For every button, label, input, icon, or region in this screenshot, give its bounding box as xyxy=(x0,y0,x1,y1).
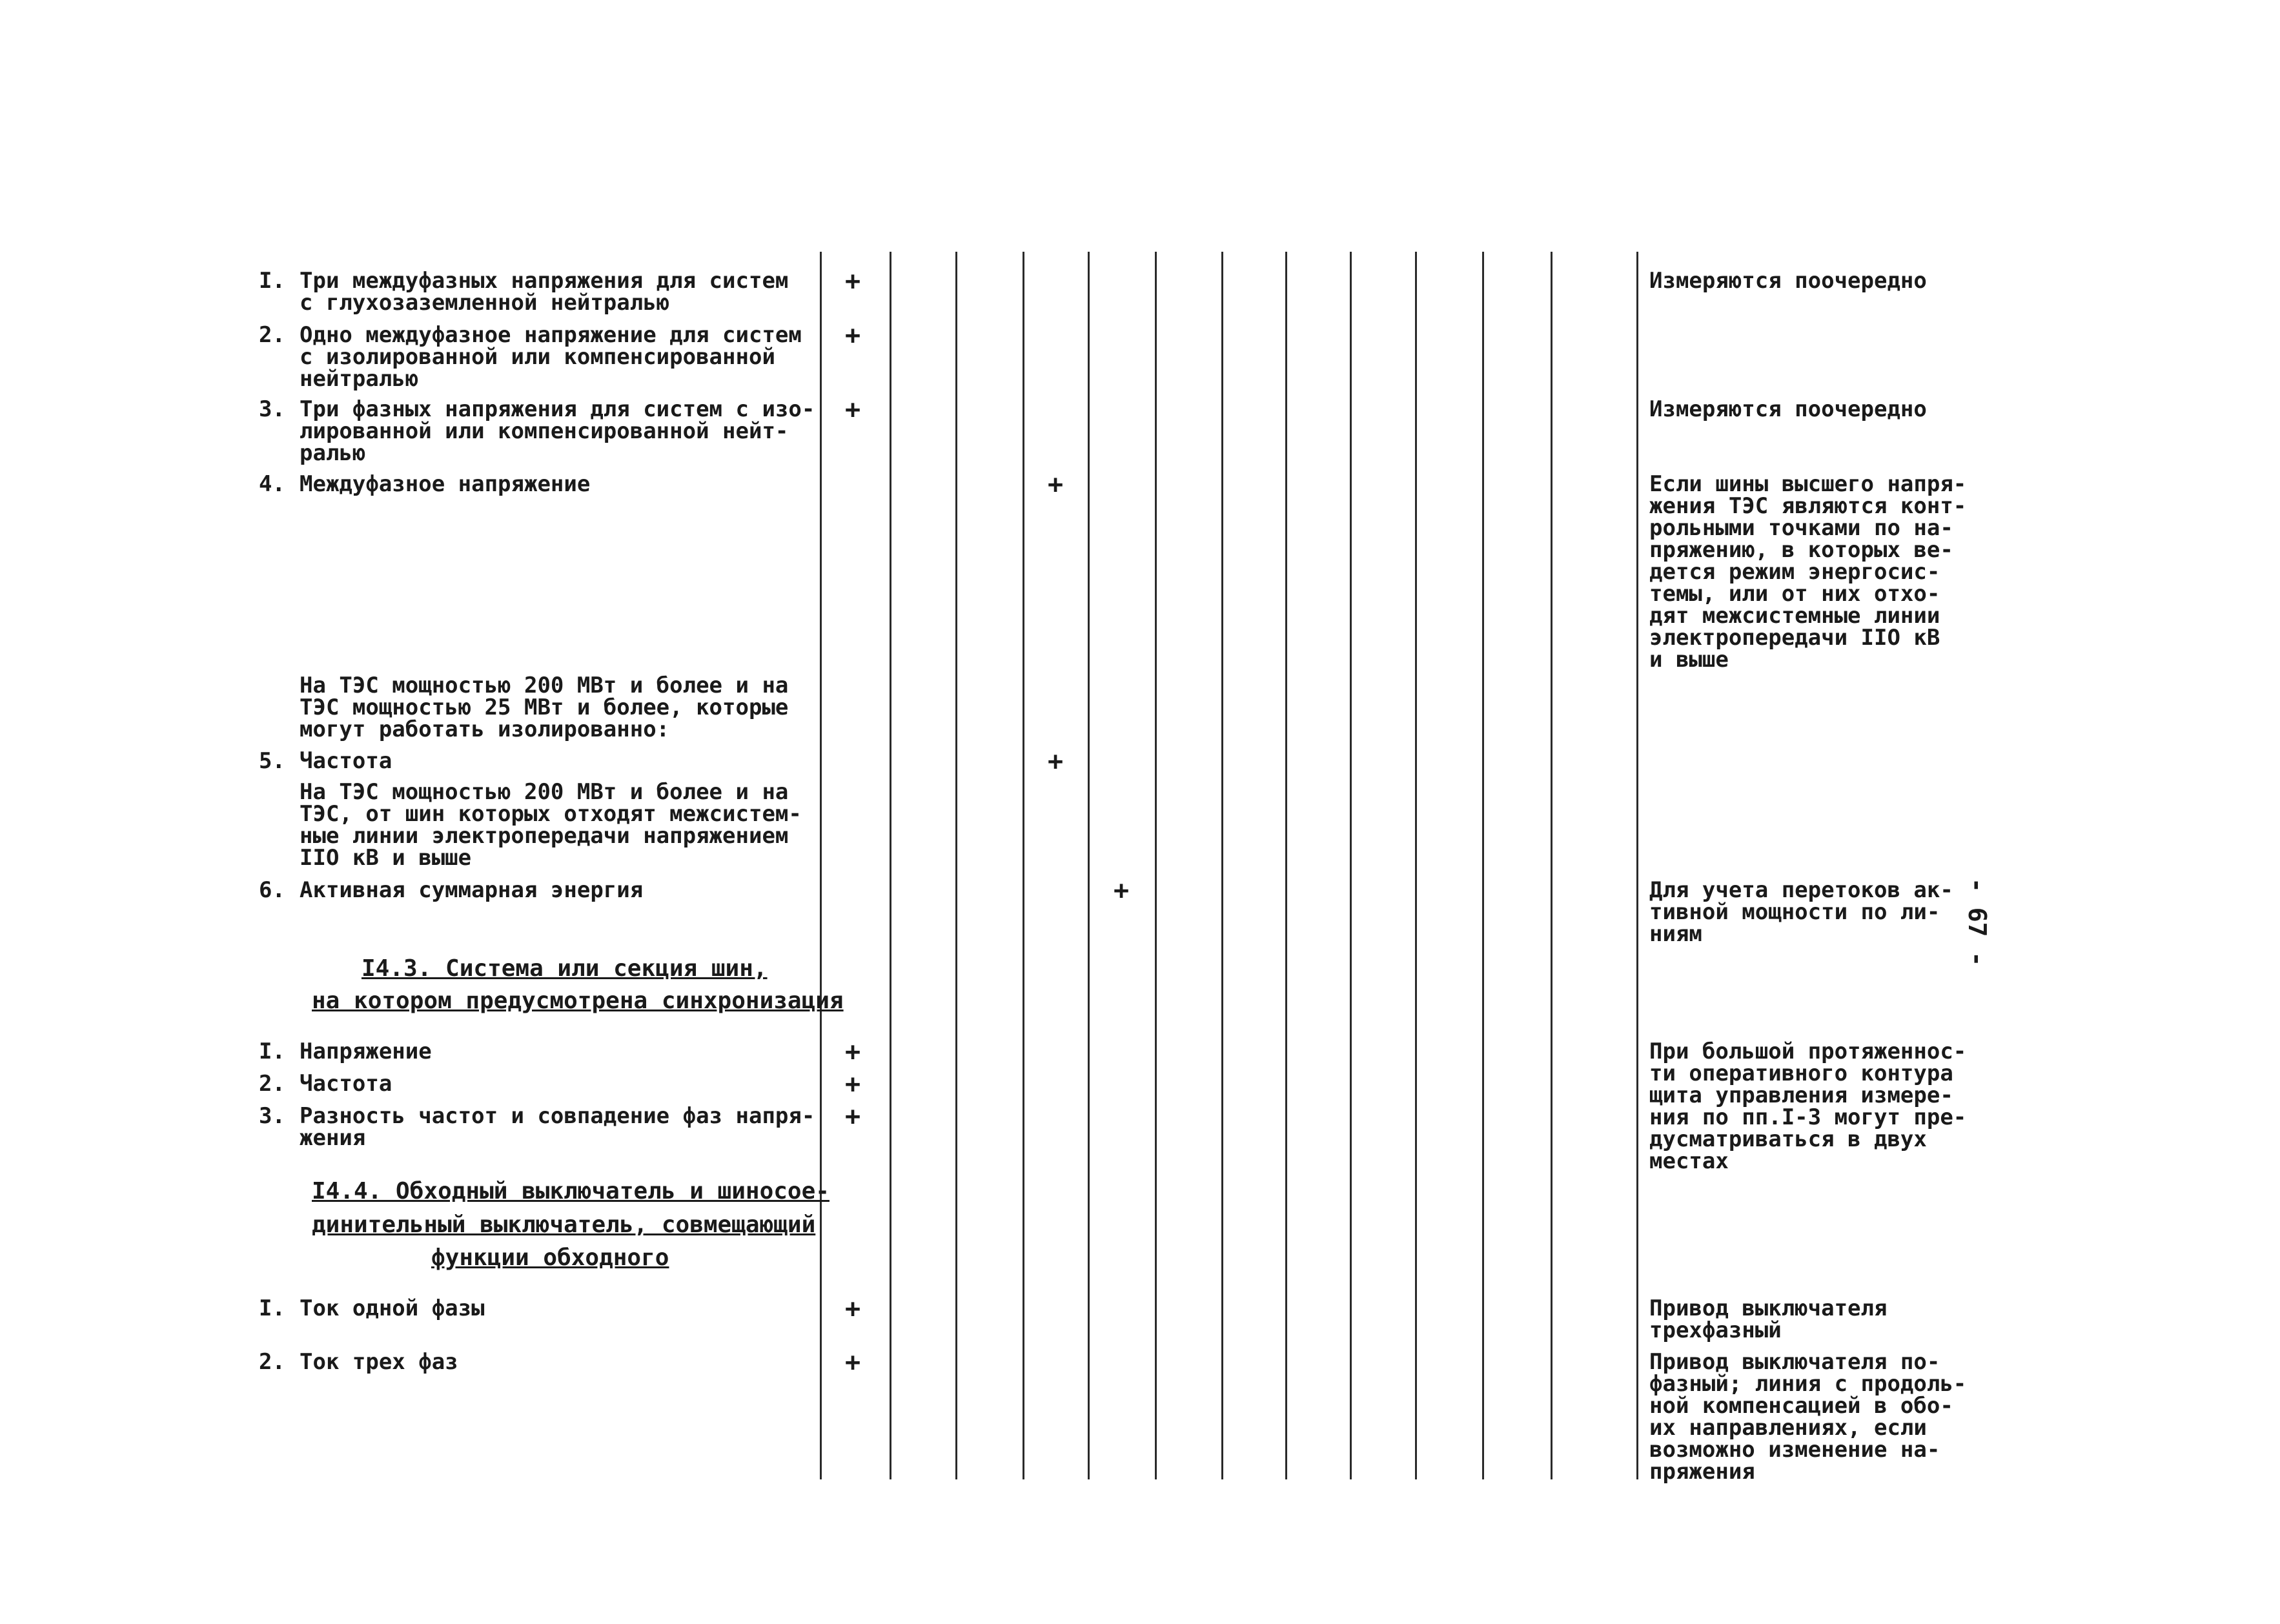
table-column-rule xyxy=(1155,252,1157,1479)
table-mark: + xyxy=(845,1294,861,1324)
row-text-line: ралью xyxy=(300,440,366,466)
row-note-line: Измеряются поочередно xyxy=(1649,268,1927,294)
row-number: 5. xyxy=(259,748,285,774)
table-column-rule xyxy=(955,252,957,1479)
row-note-line: Для учета перетоков ак- xyxy=(1649,877,1953,903)
row-note-line: электропередачи IIO кВ xyxy=(1649,625,1940,651)
row-text-line: Активная суммарная энергия xyxy=(300,877,644,903)
table-column-rule xyxy=(1636,252,1638,1479)
table-mark: + xyxy=(845,395,861,425)
table-mark: + xyxy=(845,1348,861,1377)
row-text-line: Одно междуфазное напряжение для систем xyxy=(300,322,802,348)
row-text-line: могут работать изолированно: xyxy=(300,716,670,742)
table-column-rule xyxy=(1285,252,1287,1479)
row-note-line: Привод выключателя по- xyxy=(1649,1349,1940,1375)
row-note-line: При большой протяженнос- xyxy=(1649,1039,1967,1064)
row-number: 2. xyxy=(259,1071,285,1097)
row-text-line: Разность частот и совпадение фаз напря- xyxy=(300,1103,815,1129)
row-note-line: ти оперативного контура xyxy=(1649,1061,1953,1086)
section-14-3-title-line2: на котором предусмотрена синхронизация xyxy=(312,988,844,1014)
row-note-line: щита управления измере- xyxy=(1649,1082,1953,1108)
page-number: - 67 - xyxy=(1963,878,1991,967)
row-text-line: Три междуфазных напряжения для систем xyxy=(300,268,789,294)
row-text-line: Напряжение xyxy=(300,1039,432,1064)
row-number: 2. xyxy=(259,1349,285,1375)
table-column-rule xyxy=(1551,252,1552,1479)
row-note-line: Привод выключателя xyxy=(1649,1295,1888,1321)
row-text-line: с изолированной или компенсированной xyxy=(300,344,775,370)
table-mark: + xyxy=(1048,747,1064,776)
row-number: 6. xyxy=(259,877,285,903)
section-14-4-title-line1: I4.4. Обходный выключатель и шиносое- xyxy=(312,1178,830,1204)
row-text-line: На ТЭС мощностью 200 МВт и более и на xyxy=(300,779,789,805)
row-number: 3. xyxy=(259,396,285,422)
table-column-rule xyxy=(1221,252,1223,1479)
table-column-rule xyxy=(820,252,822,1479)
row-note-line: жения ТЭС являются конт- xyxy=(1649,493,1967,519)
row-text-line: На ТЭС мощностью 200 МВт и более и на xyxy=(300,673,789,698)
row-note-line: Измеряются поочередно xyxy=(1649,396,1927,422)
row-note-line: дусматриваться в двух xyxy=(1649,1126,1927,1152)
row-text-line: с глухозаземленной нейтралью xyxy=(300,290,670,316)
row-note-line: их направлениях, если xyxy=(1649,1415,1927,1441)
table-column-rule xyxy=(890,252,891,1479)
row-note-line: возможно изменение на- xyxy=(1649,1437,1940,1463)
row-note-line: Если шины высшего напря- xyxy=(1649,471,1967,497)
row-text-line: Частота xyxy=(300,1071,392,1097)
table-mark: + xyxy=(1114,876,1130,906)
section-14-4-title-line2: динительный выключатель, совмещающий xyxy=(312,1212,816,1238)
row-text-line: нейтралью xyxy=(300,366,419,392)
row-note-line: пряжению, в которых ве- xyxy=(1649,537,1953,563)
table-column-rule xyxy=(1482,252,1484,1479)
section-14-3-title-line1: I4.3. Система или секция шин, xyxy=(361,955,768,982)
section-14-4-title-line3: функции обходного xyxy=(431,1244,669,1271)
row-note-line: дется режим энергосис- xyxy=(1649,559,1940,585)
row-text-line: Междуфазное напряжение xyxy=(300,471,591,497)
table-mark: + xyxy=(845,321,861,350)
row-text-line: ные линии электропередачи напряжением xyxy=(300,823,789,849)
row-number: I. xyxy=(259,1295,285,1321)
row-note-line: темы, или от них отхо- xyxy=(1649,581,1940,607)
table-mark: + xyxy=(1048,470,1064,500)
table-column-rule xyxy=(1023,252,1024,1479)
row-note-line: и выше xyxy=(1649,647,1729,673)
row-text-line: ТЭС мощностью 25 МВт и более, которые xyxy=(300,695,789,720)
row-note-line: дят межсистемные линии xyxy=(1649,603,1940,629)
table-mark: + xyxy=(845,1037,861,1067)
row-note-line: ниям xyxy=(1649,921,1702,947)
row-text-line: Частота xyxy=(300,748,392,774)
table-column-rule xyxy=(1415,252,1417,1479)
table-column-rule xyxy=(1350,252,1352,1479)
row-text-line: IIO кВ и выше xyxy=(300,845,472,871)
row-number: I. xyxy=(259,268,285,294)
row-note-line: местах xyxy=(1649,1148,1729,1174)
row-note-line: трехфазный xyxy=(1649,1317,1782,1343)
row-note-line: ной компенсацией в обо- xyxy=(1649,1393,1953,1419)
row-text-line: Три фазных напряжения для систем с изо- xyxy=(300,396,815,422)
table-mark: + xyxy=(845,267,861,296)
row-text-line: ТЭС, от шин которых отходят межсистем- xyxy=(300,801,802,827)
row-number: 3. xyxy=(259,1103,285,1129)
row-number: 4. xyxy=(259,471,285,497)
row-note-line: ния по пп.I-3 могут пре- xyxy=(1649,1104,1967,1130)
row-note-line: рольными точками по на- xyxy=(1649,515,1953,541)
row-note-line: пряжения xyxy=(1649,1459,1755,1485)
row-note-line: тивной мощности по ли- xyxy=(1649,899,1940,925)
row-text-line: Ток трех фаз xyxy=(300,1349,458,1375)
table-mark: + xyxy=(845,1102,861,1132)
row-text-line: жения xyxy=(300,1125,366,1151)
row-text-line: Ток одной фазы xyxy=(300,1295,485,1321)
row-note-line: фазный; линия с продоль- xyxy=(1649,1371,1967,1397)
row-number: I. xyxy=(259,1039,285,1064)
table-column-rule xyxy=(1088,252,1090,1479)
table-mark: + xyxy=(845,1070,861,1099)
row-number: 2. xyxy=(259,322,285,348)
row-text-line: лированной или компенсированной нейт- xyxy=(300,418,789,444)
